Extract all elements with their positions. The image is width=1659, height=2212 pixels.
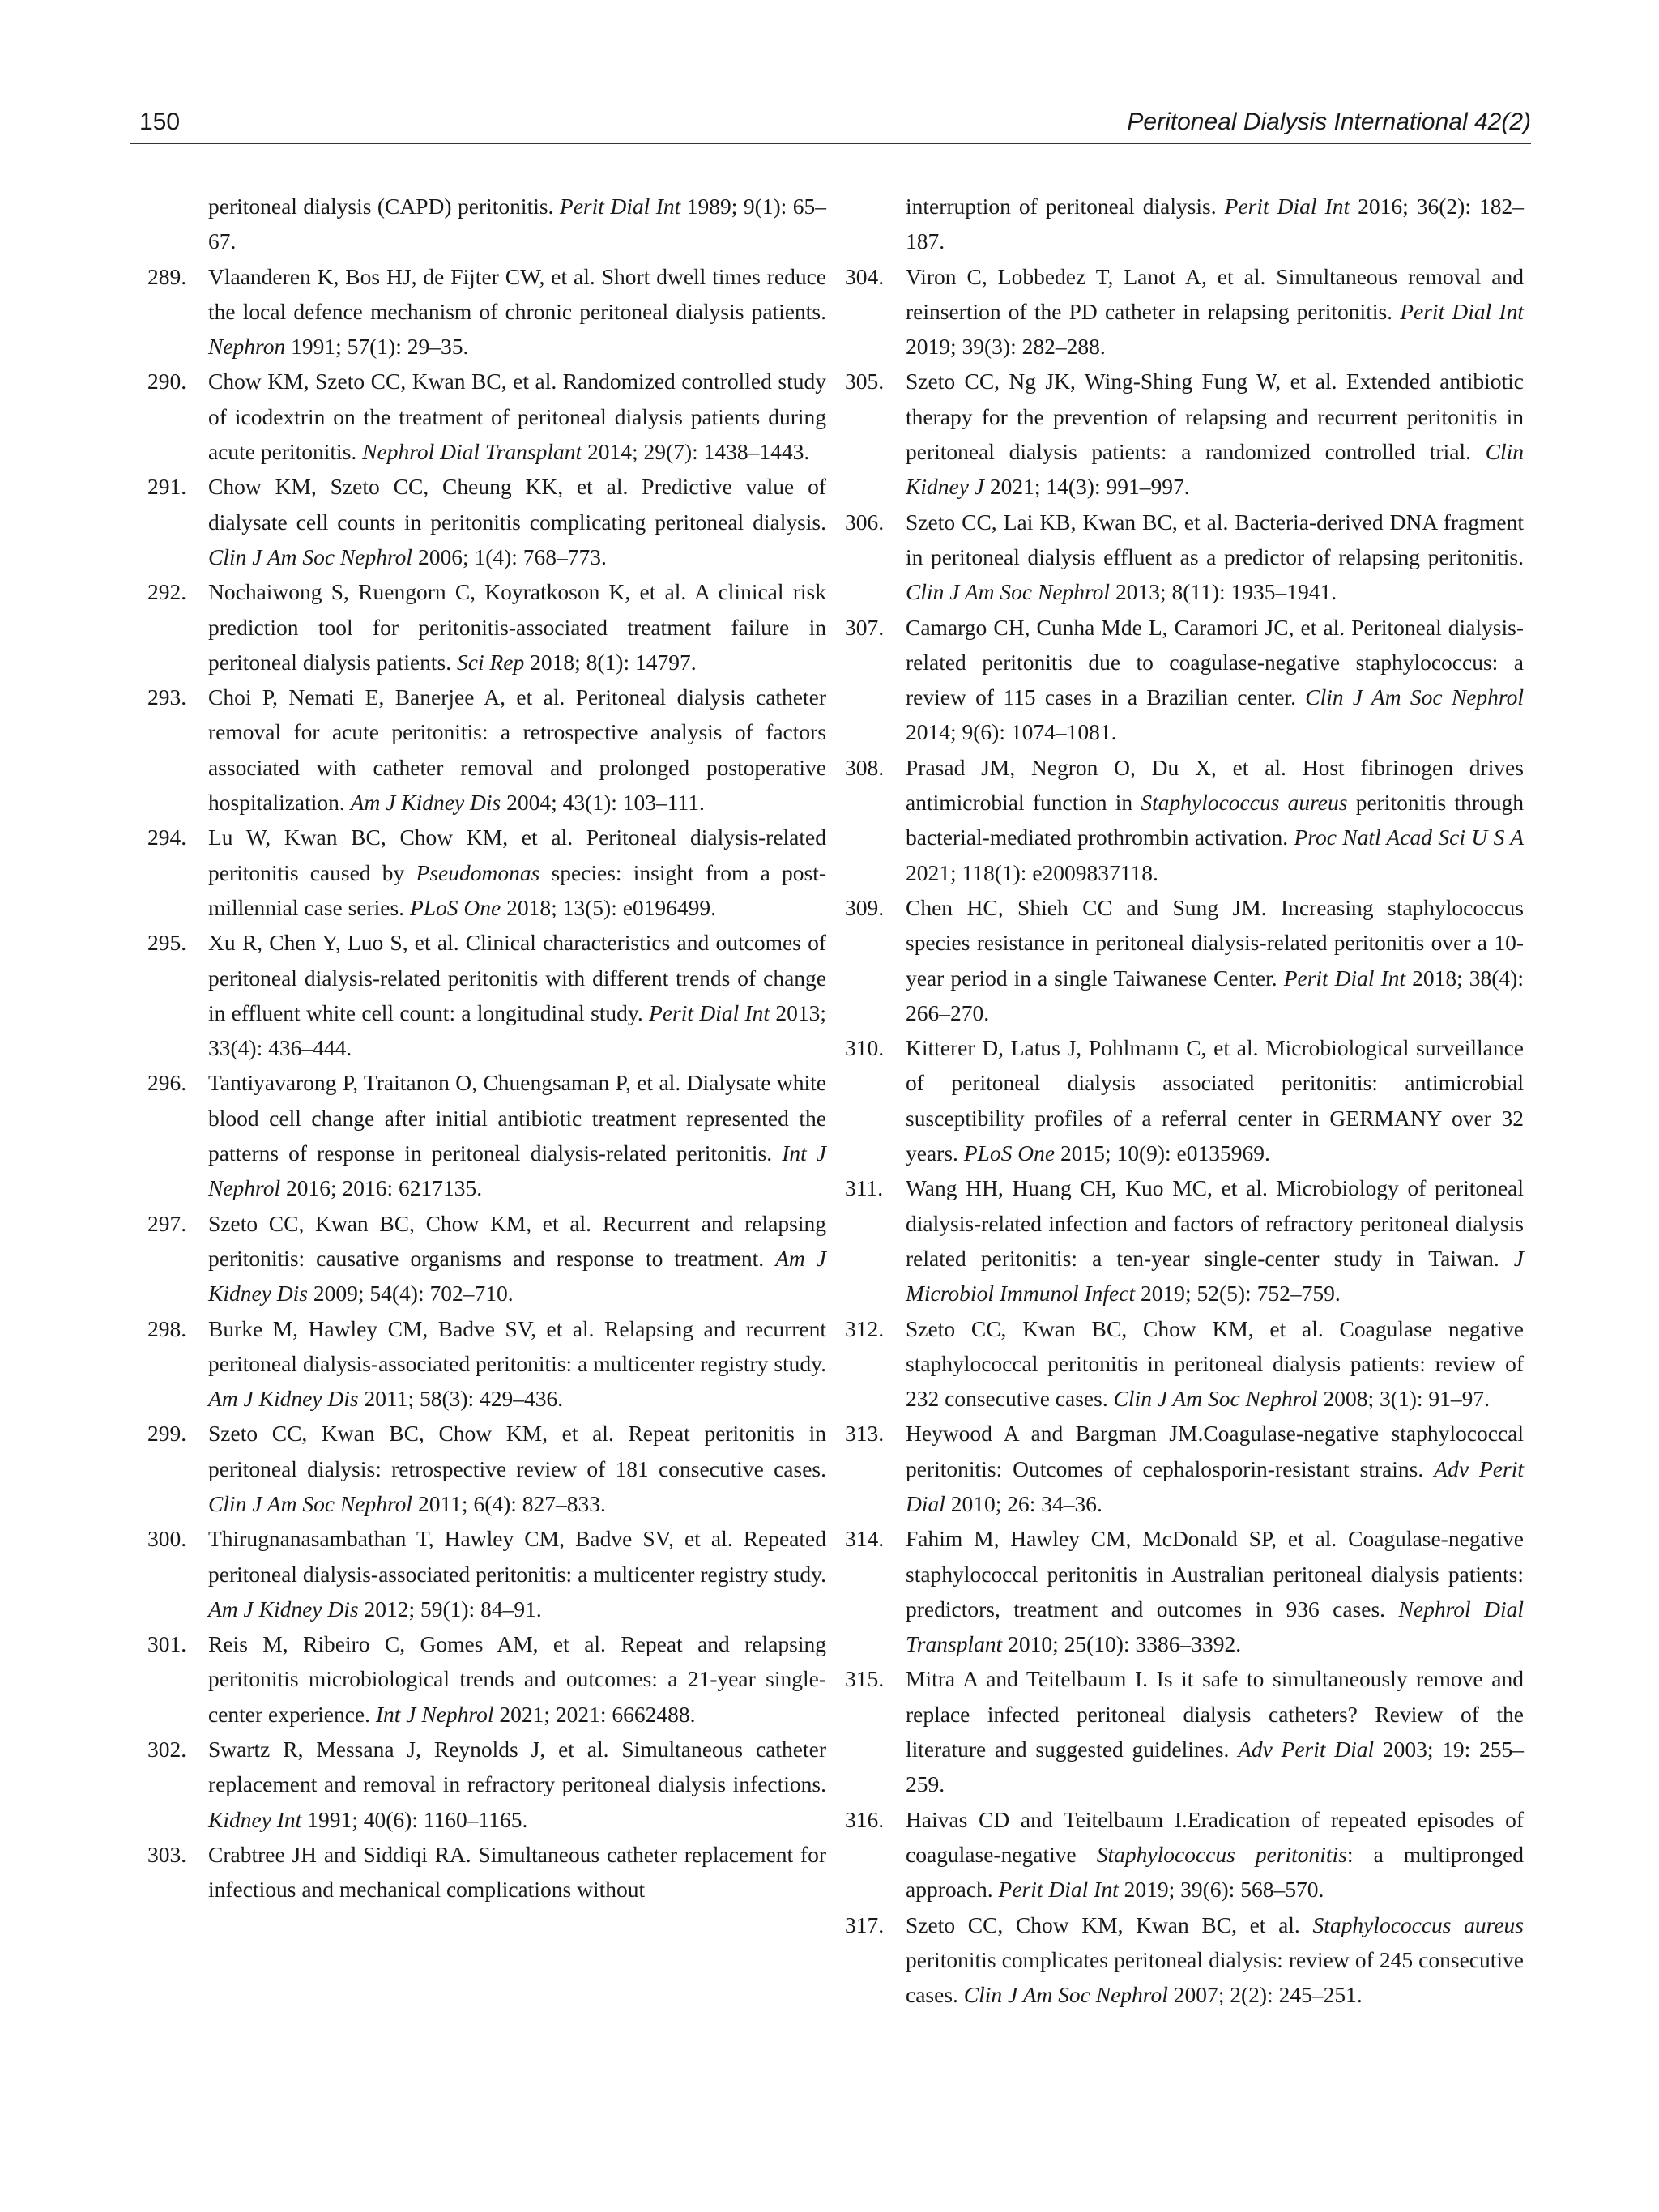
reference-number: 308. bbox=[845, 754, 885, 780]
reference-journal-italic: Am J Kidney Dis bbox=[350, 790, 501, 816]
reference-text-run: 2013; 33(4): 436–444. bbox=[208, 999, 826, 1061]
reference-number: 313. bbox=[845, 1421, 885, 1447]
reference-item bbox=[147, 680, 826, 820]
reference-text bbox=[208, 820, 826, 925]
reference-text-run: Chow KM, Szeto CC, Kwan BC, et al. Randomized controlled study of icodextrin on the treatment of peritoneal dialysis patients during acute peritonitis. bbox=[208, 369, 826, 465]
reference-text-run: peritonitis complicates peritoneal dialysis: review of 245 consecutive cases. bbox=[906, 1946, 1524, 2008]
reference-text-run: 2015; 10(9): e0135969. bbox=[1055, 1140, 1270, 1166]
reference-journal-italic: Am J Kidney Dis bbox=[208, 1596, 359, 1622]
reference-text-run: 2018; 13(5): e0196499. bbox=[501, 894, 717, 920]
reference-text-run: Haivas CD and Teitelbaum I.Eradication of repeated episodes of coagulase-negative bbox=[906, 1806, 1524, 1867]
reference-text-run: Wang HH, Huang CH, Kuo MC, et al. Microbiology of peritoneal dialysis-related infection and factors of refractory peritoneal dialysis related peritonitis: a ten-year single-center study in Taiwan. bbox=[906, 1175, 1524, 1271]
reference-text-run: Mitra A and Teitelbaum I. Is it safe to simultaneously remove and replace infected peritoneal dialysis catheters? Review of the literature and suggested guidelines. bbox=[906, 1666, 1524, 1762]
reference-item bbox=[845, 1170, 1524, 1311]
reference-text-run: Tantiyavarong P, Traitanon O, Chuengsaman P, et al. Dialysate white blood cell change after initial antibiotic treatment represented the patterns of response in peritoneal dialysis-related peritonitis. bbox=[208, 1070, 826, 1166]
reference-text-run: 2010; 26: 34–36. bbox=[945, 1490, 1102, 1516]
reference-text-run: 2021; 118(1): e2009837118. bbox=[906, 859, 1158, 885]
reference-item bbox=[147, 1837, 826, 1907]
reference-text-run: 2014; 9(6): 1074–1081. bbox=[906, 719, 1117, 745]
reference-text-run: 2016; 36(2): 182–187. bbox=[906, 194, 1524, 254]
reference-text bbox=[906, 750, 1524, 890]
reference-item bbox=[147, 1732, 826, 1837]
reference-journal-italic: Sci Rep bbox=[457, 649, 525, 675]
reference-text-run: 2018; 8(1): 14797. bbox=[524, 649, 697, 675]
reference-text-run: Camargo CH, Cunha Mde L, Caramori JC, et al. Peritoneal dialysis-related peritonitis due to coagulase-negative staphylococcus: a review of 115 cases in a Brazilian center. bbox=[906, 614, 1524, 710]
reference-text-run: 2018; 38(4): 266–270. bbox=[906, 965, 1524, 1025]
reference-item bbox=[845, 1416, 1524, 1521]
reference-number: 311. bbox=[845, 1175, 884, 1201]
reference-journal-italic: Perit Dial Int bbox=[1224, 194, 1350, 219]
reference-text bbox=[906, 1661, 1524, 1801]
reference-text bbox=[208, 1837, 826, 1907]
reference-item bbox=[845, 1661, 1524, 1801]
reference-journal-italic: Staphylococcus peritonitis bbox=[1096, 1841, 1347, 1867]
reference-journal-italic: Pseudomonas bbox=[416, 859, 540, 885]
reference-text-run: peritonitis through bacterial-mediated prothrombin activation. bbox=[906, 790, 1524, 850]
reference-text-run: : a multipronged approach. bbox=[906, 1841, 1524, 1903]
reference-text-run: Reis M, Ribeiro C, Gomes AM, et al. Repeat and relapsing peritonitis microbiological trends and outcomes: a 21-year single-center experience. bbox=[208, 1631, 826, 1727]
reference-number: 302. bbox=[147, 1737, 187, 1762]
reference-number: 304. bbox=[845, 263, 885, 289]
reference-journal-italic: Am J Kidney Dis bbox=[208, 1245, 826, 1306]
reference-text-run: Szeto CC, Ng JK, Wing-Shing Fung W, et al. Extended antibiotic therapy for the prevention of relapsing and recurrent peritonitis in peritoneal dialysis patients: a randomized controlled trial. bbox=[906, 369, 1524, 465]
journal-title: Peritoneal Dialysis International 42(2) bbox=[1127, 109, 1531, 135]
reference-text-run: Burke M, Hawley CM, Badve SV, et al. Relapsing and recurrent peritoneal dialysis-associated peritonitis: a multicenter registry study. bbox=[208, 1315, 826, 1376]
reference-text bbox=[208, 1626, 826, 1732]
running-header bbox=[130, 107, 1531, 147]
reference-journal-italic: PLoS One bbox=[963, 1140, 1056, 1166]
reference-number: 291. bbox=[147, 474, 187, 500]
reference-journal-italic: Clin J Am Soc Nephrol bbox=[1305, 684, 1524, 710]
reference-journal-italic: Int J Nephrol bbox=[375, 1701, 494, 1727]
reference-text bbox=[906, 259, 1524, 364]
reference-text-run: Chen HC, Shieh CC and Sung JM. Increasing staphylococcus species resistance in peritoneal dialysis-related peritonitis over a 10-year period in a single Taiwanese Center. bbox=[906, 894, 1524, 991]
reference-text bbox=[906, 1030, 1524, 1170]
reference-text bbox=[208, 1311, 826, 1417]
reference-text-run: 2012; 59(1): 84–91. bbox=[358, 1596, 542, 1622]
reference-item bbox=[845, 364, 1524, 504]
reference-number: 310. bbox=[845, 1035, 885, 1061]
reference-text-run: 2004; 43(1): 103–111. bbox=[501, 790, 705, 816]
reference-journal-italic: Clin J Am Soc Nephrol bbox=[208, 543, 413, 569]
reference-item bbox=[845, 890, 1524, 1030]
reference-text-run: Choi P, Nemati E, Banerjee A, et al. Peritoneal dialysis catheter removal for acute peritonitis: a retrospective analysis of factors associated with catheter removal and prolonged postoperative hospitalization. bbox=[208, 684, 826, 816]
reference-text-run: 2019; 39(3): 282–288. bbox=[906, 334, 1106, 360]
reference-item bbox=[147, 469, 826, 574]
reference-number: 293. bbox=[147, 684, 187, 710]
reference-text-run: 2014; 29(7): 1438–1443. bbox=[582, 439, 810, 465]
reference-text-run: 2008; 3(1): 91–97. bbox=[1317, 1386, 1491, 1412]
reference-text-run: Szeto CC, Lai KB, Kwan BC, et al. Bacteria-derived DNA fragment in peritoneal dialysis effluent as a predictor of relapsing peritonitis. bbox=[906, 509, 1524, 569]
reference-item bbox=[147, 574, 826, 680]
reference-item bbox=[147, 820, 826, 925]
reference-text bbox=[208, 189, 826, 259]
reference-item bbox=[845, 1521, 1524, 1661]
reference-number: 295. bbox=[147, 930, 187, 956]
references-right-column bbox=[845, 189, 1524, 2012]
reference-journal-italic: Adv Perit Dial bbox=[1238, 1737, 1375, 1762]
reference-journal-italic: Clin J Am Soc Nephrol bbox=[906, 579, 1111, 605]
reference-item bbox=[845, 1802, 1524, 1907]
reference-item bbox=[845, 750, 1524, 890]
reference-journal-italic: Proc Natl Acad Sci U S A bbox=[1294, 825, 1524, 850]
reference-journal-italic: Perit Dial Int bbox=[649, 999, 770, 1025]
reference-text-run: Swartz R, Messana J, Reynolds J, et al. Simultaneous catheter replacement and removal in refractory peritoneal dialysis infections. bbox=[208, 1737, 826, 1797]
reference-number: 301. bbox=[147, 1631, 187, 1657]
reference-text bbox=[906, 1170, 1524, 1311]
reference-journal-italic: J Microbiol Immunol Infect bbox=[906, 1245, 1524, 1306]
reference-text bbox=[906, 1907, 1524, 2013]
reference-text-run: 2010; 25(10): 3386–3392. bbox=[1002, 1631, 1242, 1657]
reference-number: 289. bbox=[147, 263, 187, 289]
reference-journal-italic: Staphylococcus aureus bbox=[1141, 790, 1348, 816]
reference-number: 314. bbox=[845, 1526, 885, 1552]
reference-number: 306. bbox=[845, 509, 885, 535]
reference-continuation bbox=[147, 189, 826, 259]
reference-journal-italic: Nephron bbox=[208, 334, 286, 360]
reference-text-run: Crabtree JH and Siddiqi RA. Simultaneous catheter replacement for infectious and mechanical complications without bbox=[208, 1841, 826, 1903]
reference-text bbox=[208, 574, 826, 680]
reference-number: 292. bbox=[147, 579, 187, 605]
references-left-column bbox=[147, 189, 826, 1907]
reference-text bbox=[906, 890, 1524, 1030]
reference-text bbox=[208, 1065, 826, 1205]
reference-text-run: Kitterer D, Latus J, Pohlmann C, et al. Microbiological surveillance of peritoneal dialysis associated peritonitis: antimicrobial susceptibility profiles of a referral center in GERMANY over 32 years. bbox=[906, 1035, 1524, 1166]
reference-journal-italic: Clin J Am Soc Nephrol bbox=[963, 1982, 1168, 2008]
reference-item bbox=[845, 1907, 1524, 2013]
reference-number: 312. bbox=[845, 1315, 885, 1341]
reference-text-run: Chow KM, Szeto CC, Cheung KK, et al. Predictive value of dialysate cell counts in peritonitis complicating peritoneal dialysis. bbox=[208, 474, 826, 535]
reference-text-run: Szeto CC, Kwan BC, Chow KM, et al. Coagulase negative staphylococcal peritonitis in peritoneal dialysis patients: review of 232 consecutive cases. bbox=[906, 1315, 1524, 1412]
reference-text-run: 1991; 40(6): 1160–1165. bbox=[301, 1806, 528, 1832]
reference-text-run: species: insight from a post-millennial case series. bbox=[208, 859, 826, 920]
reference-item bbox=[147, 1416, 826, 1521]
reference-journal-italic: Perit Dial Int bbox=[1283, 965, 1406, 991]
reference-text-run: Vlaanderen K, Bos HJ, de Fijter CW, et al. Short dwell times reduce the local defence mechanism of chronic peritoneal dialysis patients. bbox=[208, 263, 826, 324]
reference-text-run: 2006; 1(4): 768–773. bbox=[412, 543, 607, 569]
reference-text bbox=[906, 364, 1524, 504]
reference-item bbox=[147, 259, 826, 364]
reference-text bbox=[208, 1732, 826, 1837]
reference-text-run: 2011; 58(3): 429–436. bbox=[358, 1386, 564, 1412]
reference-item bbox=[147, 1206, 826, 1311]
reference-journal-italic: Nephrol Dial Transplant bbox=[362, 439, 582, 465]
reference-item bbox=[845, 1311, 1524, 1417]
reference-text bbox=[208, 680, 826, 820]
reference-number: 317. bbox=[845, 1912, 885, 1937]
reference-journal-italic: Clin J Am Soc Nephrol bbox=[208, 1490, 413, 1516]
reference-number: 309. bbox=[845, 894, 885, 920]
reference-text-run: 2007; 2(2): 245–251. bbox=[1167, 1982, 1363, 2008]
reference-journal-italic: Staphylococcus aureus bbox=[1312, 1912, 1524, 1937]
reference-journal-italic: Clin J Am Soc Nephrol bbox=[1113, 1386, 1318, 1412]
reference-text bbox=[208, 469, 826, 574]
reference-text-run: peritoneal dialysis (CAPD) peritonitis. bbox=[208, 194, 560, 219]
reference-text-run: Lu W, Kwan BC, Chow KM, et al. Peritoneal dialysis-related peritonitis caused by bbox=[208, 825, 826, 885]
reference-text bbox=[906, 1802, 1524, 1907]
reference-item bbox=[147, 1065, 826, 1205]
reference-number: 297. bbox=[147, 1210, 187, 1236]
reference-number: 316. bbox=[845, 1806, 885, 1832]
reference-text-run: Fahim M, Hawley CM, McDonald SP, et al. Coagulase-negative staphylococcal peritonitis in Australian peritoneal dialysis patients: predictors, treatment and outcomes in 936 cases. bbox=[906, 1526, 1524, 1622]
reference-text-run: Prasad JM, Negron O, Du X, et al. Host fibrinogen drives antimicrobial function in bbox=[906, 754, 1524, 816]
reference-number: 300. bbox=[147, 1526, 187, 1552]
reference-number: 290. bbox=[147, 369, 187, 394]
reference-journal-italic: Perit Dial Int bbox=[559, 194, 681, 219]
reference-text-run: Nochaiwong S, Ruengorn C, Koyratkoson K, et al. A clinical risk prediction tool for peritonitis-associated treatment failure in peritoneal dialysis patients. bbox=[208, 579, 826, 675]
reference-number: 307. bbox=[845, 614, 885, 640]
reference-number: 298. bbox=[147, 1315, 187, 1341]
reference-text bbox=[906, 1521, 1524, 1661]
reference-item bbox=[147, 1626, 826, 1732]
reference-text-run: 2003; 19: 255–259. bbox=[906, 1737, 1524, 1797]
reference-text-run: Viron C, Lobbedez T, Lanot A, et al. Simultaneous removal and reinsertion of the PD catheter in relapsing peritonitis. bbox=[906, 263, 1524, 324]
reference-journal-italic: Clin Kidney J bbox=[906, 439, 1524, 500]
reference-text-run: 2021; 14(3): 991–997. bbox=[983, 474, 1190, 500]
reference-item bbox=[845, 1030, 1524, 1170]
reference-text-run: Thirugnanasambathan T, Hawley CM, Badve SV, et al. Repeated peritoneal dialysis-associated peritonitis: a multicenter registry study. bbox=[208, 1526, 826, 1587]
reference-journal-italic: Int J Nephrol bbox=[208, 1140, 826, 1201]
reference-text bbox=[906, 610, 1524, 750]
reference-text bbox=[906, 189, 1524, 259]
reference-text-run: Szeto CC, Chow KM, Kwan BC, et al. bbox=[906, 1912, 1313, 1937]
reference-text bbox=[906, 505, 1524, 610]
reference-item bbox=[845, 259, 1524, 364]
reference-item bbox=[845, 610, 1524, 750]
reference-text-run: 2009; 54(4): 702–710. bbox=[307, 1281, 514, 1306]
reference-text-run: Szeto CC, Kwan BC, Chow KM, et al. Recurrent and relapsing peritonitis: causative organisms and response to treatment. bbox=[208, 1210, 826, 1271]
reference-item bbox=[147, 925, 826, 1065]
reference-number: 305. bbox=[845, 369, 885, 394]
reference-journal-italic: Perit Dial Int bbox=[1400, 298, 1524, 324]
reference-text-run: 2011; 6(4): 827–833. bbox=[412, 1490, 606, 1516]
reference-number: 296. bbox=[147, 1070, 187, 1096]
reference-item bbox=[845, 505, 1524, 610]
reference-number: 315. bbox=[845, 1666, 885, 1692]
reference-item bbox=[147, 1521, 826, 1626]
reference-text bbox=[208, 259, 826, 364]
reference-text-run: Szeto CC, Kwan BC, Chow KM, et al. Repeat peritonitis in peritoneal dialysis: retrospective review of 181 consecutive cases. bbox=[208, 1421, 826, 1481]
reference-text-run: 1991; 57(1): 29–35. bbox=[285, 334, 469, 360]
reference-text bbox=[208, 1521, 826, 1626]
reference-text-run: interruption of peritoneal dialysis. bbox=[906, 194, 1225, 219]
reference-text bbox=[208, 1206, 826, 1311]
reference-item bbox=[147, 1311, 826, 1417]
reference-text-run: Xu R, Chen Y, Luo S, et al. Clinical characteristics and outcomes of peritoneal dialysis-related peritonitis with different trends of change in effluent white cell count: a longitudinal study. bbox=[208, 930, 826, 1025]
reference-text-run: 2016; 2016: 6217135. bbox=[280, 1175, 483, 1201]
reference-journal-italic: Kidney Int bbox=[208, 1806, 302, 1832]
reference-continuation bbox=[845, 189, 1524, 259]
reference-text-run: 2019; 39(6): 568–570. bbox=[1118, 1877, 1324, 1903]
reference-number: 303. bbox=[147, 1841, 187, 1867]
page-number: 150 bbox=[139, 109, 181, 135]
reference-text-run: 2019; 52(5): 752–759. bbox=[1135, 1281, 1341, 1306]
reference-text bbox=[208, 364, 826, 469]
reference-text bbox=[208, 925, 826, 1065]
reference-text-run: Heywood A and Bargman JM.Coagulase-negative staphylococcal peritonitis: Outcomes of cephalosporin-resistant strains. bbox=[906, 1421, 1524, 1481]
reference-number: 299. bbox=[147, 1421, 187, 1447]
reference-text bbox=[208, 1416, 826, 1521]
reference-journal-italic: PLoS One bbox=[409, 894, 501, 920]
reference-item bbox=[147, 364, 826, 469]
reference-journal-italic: Adv Perit Dial bbox=[906, 1455, 1524, 1516]
reference-number: 294. bbox=[147, 825, 187, 850]
reference-text-run: 1989; 9(1): 65–67. bbox=[208, 194, 826, 254]
reference-journal-italic: Nephrol Dial Transplant bbox=[906, 1596, 1525, 1657]
reference-text bbox=[906, 1416, 1524, 1521]
reference-text bbox=[906, 1311, 1524, 1417]
header-rule bbox=[130, 143, 1531, 144]
reference-journal-italic: Perit Dial Int bbox=[998, 1877, 1119, 1903]
reference-text-run: 2021; 2021: 6662488. bbox=[493, 1701, 696, 1727]
reference-text-run: 2013; 8(11): 1935–1941. bbox=[1110, 579, 1337, 605]
reference-journal-italic: Am J Kidney Dis bbox=[208, 1386, 359, 1412]
